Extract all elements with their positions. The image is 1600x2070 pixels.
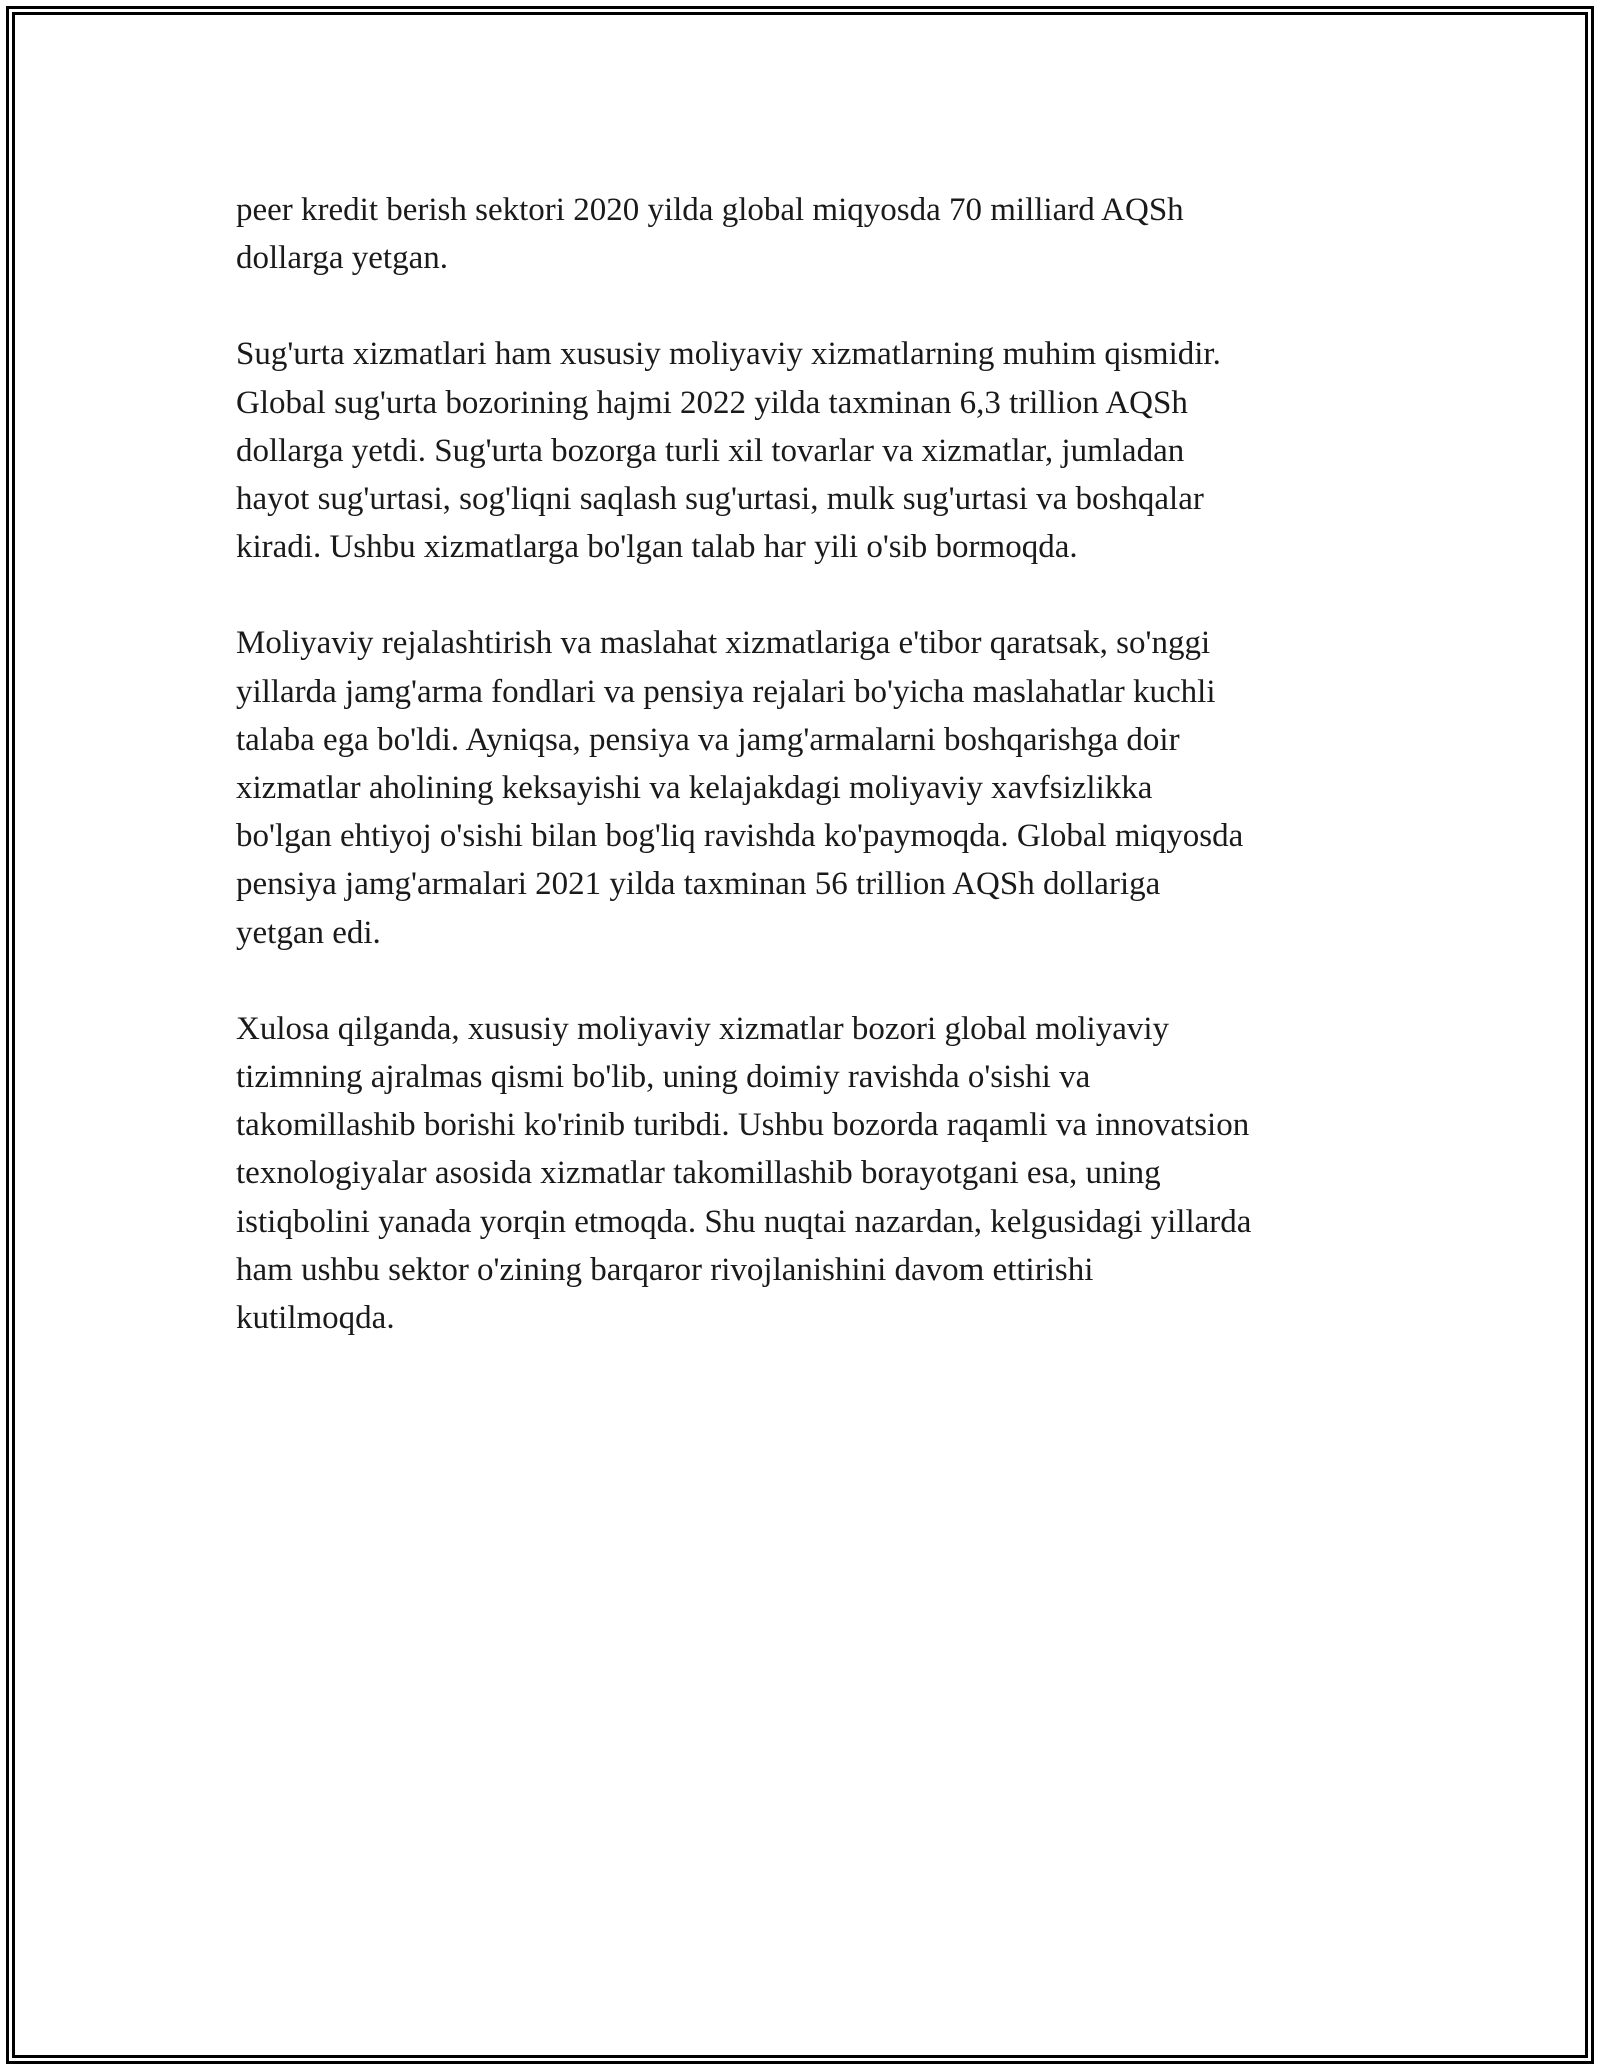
text-line: kutilmoqda.: [236, 1300, 395, 1337]
text-line: istiqbolini yanada yorqin etmoqda. Shu nuqtai nazardan, kelgusidagi yillarda: [236, 1203, 1252, 1240]
paragraph-insurance: [236, 330, 1376, 571]
text-line: dollarga yetgan.: [236, 240, 448, 277]
text-line: yillarda jamg'arma fondlari va pensiya rejalari bo'yicha maslahatlar kuchli: [236, 673, 1216, 710]
text-line: Xulosa qilganda, xususiy moliyaviy xizmatlar bozori global moliyaviy: [236, 1010, 1170, 1047]
paragraph-conclusion: [236, 1005, 1376, 1342]
text-line: pensiya jamg'armalari 2021 yilda taxminan 56 trillion AQSh dollariga: [236, 866, 1161, 903]
text-line: talaba ega bo'ldi. Ayniqsa, pensiya va jamg'armalarni boshqarishga doir: [236, 721, 1180, 758]
document-body: [236, 186, 1376, 1390]
paragraph-financial-planning: [236, 619, 1376, 956]
text-line: takomillashib borishi ko'rinib turibdi. Ushbu bozorda raqamli va innovatsion: [236, 1107, 1250, 1144]
text-line: bo'lgan ehtiyoj o'sishi bilan bog'liq ravishda ko'paymoqda. Global miqyosda: [236, 818, 1244, 855]
text-line: texnologiyalar asosida xizmatlar takomillashib borayotgani esa, uning: [236, 1155, 1161, 1192]
text-line: Sug'urta xizmatlari ham xususiy moliyaviy xizmatlarning muhim qismidir.: [236, 336, 1221, 373]
text-line: dollarga yetdi. Sug'urta bozorga turli xil tovarlar va xizmatlar, jumladan: [236, 432, 1185, 469]
text-line: tizimning ajralmas qismi bo'lib, uning doimiy ravishda o'sishi va: [236, 1059, 1091, 1096]
text-line: peer kredit berish sektori 2020 yilda global miqyosda 70 milliard AQSh: [236, 192, 1184, 228]
text-line: yetgan edi.: [236, 914, 381, 951]
text-line: Moliyaviy rejalashtirish va maslahat xizmatlariga e'tibor qaratsak, so'nggi: [236, 625, 1211, 662]
paragraph-p2p-lending: [236, 186, 1376, 282]
text-line: Global sug'urta bozorining hajmi 2022 yilda taxminan 6,3 trillion AQSh: [236, 384, 1188, 421]
text-line: ham ushbu sektor o'zining barqaror rivojlanishini davom ettirishi: [236, 1251, 1094, 1288]
text-line: kiradi. Ushbu xizmatlarga bo'lgan talab har yili o'sib bormoqda.: [236, 529, 1078, 566]
text-line: xizmatlar aholining keksayishi va kelajakdagi moliyaviy xavfsizlikka: [236, 770, 1153, 807]
text-line: hayot sug'urtasi, sog'liqni saqlash sug'urtasi, mulk sug'urtasi va boshqalar: [236, 481, 1204, 518]
